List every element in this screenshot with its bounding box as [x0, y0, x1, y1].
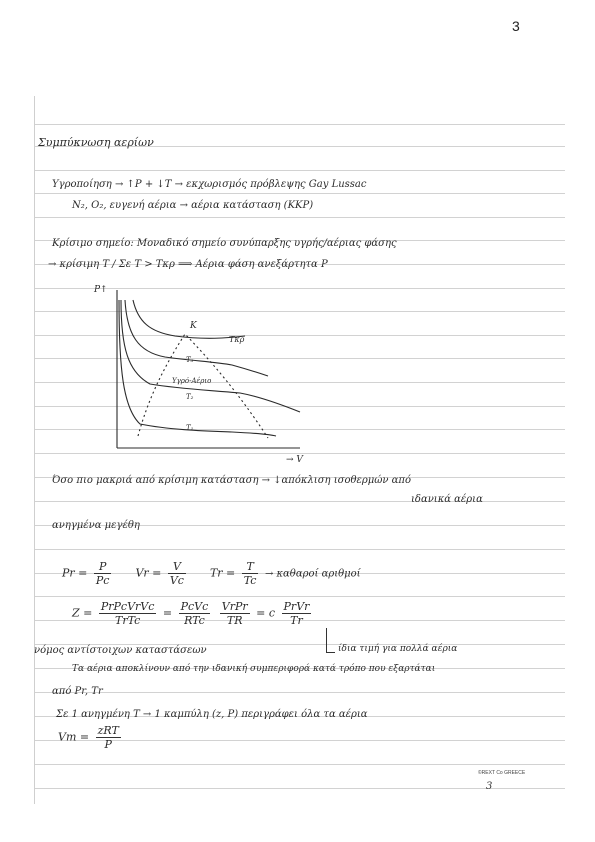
line-liquefaction: Υγροποίηση → ↑P + ↓T → εκχωρισμός πρόβλεψης Gay Lussac	[52, 179, 367, 190]
critical-point-label: K	[190, 321, 197, 331]
line-deviation-law: Τα αέρια αποκλίνουν από την ιδανική συμπεριφορά κατά τρόπο που εξαρτάται	[72, 664, 436, 674]
t1-label: T₁	[186, 424, 194, 432]
z-frac3-numerator: VrPr	[221, 600, 248, 613]
z-frac4-denominator: Tr	[290, 614, 303, 627]
z-frac4-numerator: PrVr	[283, 600, 310, 613]
x-axis-label: → V	[286, 455, 303, 465]
copyright-text: ©REXT Co GREECE	[478, 770, 526, 776]
z-frac2-denominator: RTc	[184, 614, 205, 627]
vr-denominator: Vc	[169, 574, 184, 587]
page-number: 3	[512, 18, 520, 34]
tr-denominator: Tc	[243, 574, 257, 587]
vr-lhs: Vr =	[135, 566, 162, 580]
z-frac3-denominator: TR	[226, 614, 243, 627]
z-frac2-numerator: PcVc	[180, 600, 209, 613]
line-critical-point: Κρίσιμο σημείο: Μοναδικό σημείο συνύπαρξης υγρής/αέριας φάσης	[52, 238, 397, 249]
z-equals-c: = c	[256, 606, 276, 620]
tr-lhs: Tr =	[209, 566, 236, 580]
z-frac1-numerator: PrPcVrVc	[100, 600, 155, 613]
line-gases: N₂, O₂, ευγενή αέρια → αέρια κατάσταση (ΚΚΡ)	[72, 200, 314, 211]
vm-lhs: Vm =	[58, 730, 90, 744]
line-corresponding-states: νόμος αντίστοιχων καταστάσεων	[34, 645, 207, 656]
line-critical-temperature: → κρίσιμη T / Σε T > Tκρ ⟹ Αέρια φάση ανεξάρτητα P	[48, 259, 328, 270]
bottom-page-number: 3	[486, 781, 493, 792]
z-lhs: Z =	[72, 606, 93, 620]
z-bracket	[326, 628, 335, 653]
z-frac1-denominator: TrTc	[115, 614, 141, 627]
line-depends-on: από Pr, Tr	[52, 686, 103, 697]
pr-denominator: Pc	[95, 574, 110, 587]
line-deviation: Όσο πιο μακριά από κρίσιμη κατάσταση → ↓απόκλιση ισοθερμών από	[52, 475, 411, 486]
page-title: Συμπύκνωση αερίων	[38, 136, 154, 149]
vm-denominator: P	[104, 738, 112, 751]
compressibility-formula: Z = $\frac{\text{PrPcVrVc}}{\text{TrTc}}$ = $\frac{\text{PcVc}}{\text{RTc}}$ $\frac{\text{VrPr}}{TR}$ = c $\frac{\text{PrVr}}{Tr}$	[72, 600, 310, 627]
t2-label: T₂	[186, 393, 194, 401]
y-axis-label: P↑	[94, 285, 108, 295]
pr-lhs: Pr =	[62, 566, 88, 580]
reduced-note: → καθαροί αριθμοί	[264, 568, 361, 580]
vm-numerator: zRT	[97, 724, 119, 737]
tkr-label: Tκρ	[229, 335, 245, 344]
z-note: ίδια τιμή για πολλά αέρια	[338, 644, 458, 654]
region-label: Υγρό-Αέριο	[172, 377, 212, 385]
tr-numerator: T	[242, 560, 259, 574]
line-ideal-gases: ιδανικά αέρια	[411, 494, 483, 505]
t3-label: T₃	[186, 356, 194, 364]
vr-numerator: V	[168, 560, 186, 574]
pr-numerator: P	[94, 560, 112, 574]
line-one-curve: Σε 1 ανηγμένη T → 1 καμπύλη (z, P) περιγράφει όλα τα αέρια	[56, 709, 368, 720]
reduced-quantities-formulas	[62, 560, 361, 587]
molar-volume-formula	[58, 724, 124, 751]
line-reduced-quantities: ανηγμένα μεγέθη	[52, 520, 140, 531]
